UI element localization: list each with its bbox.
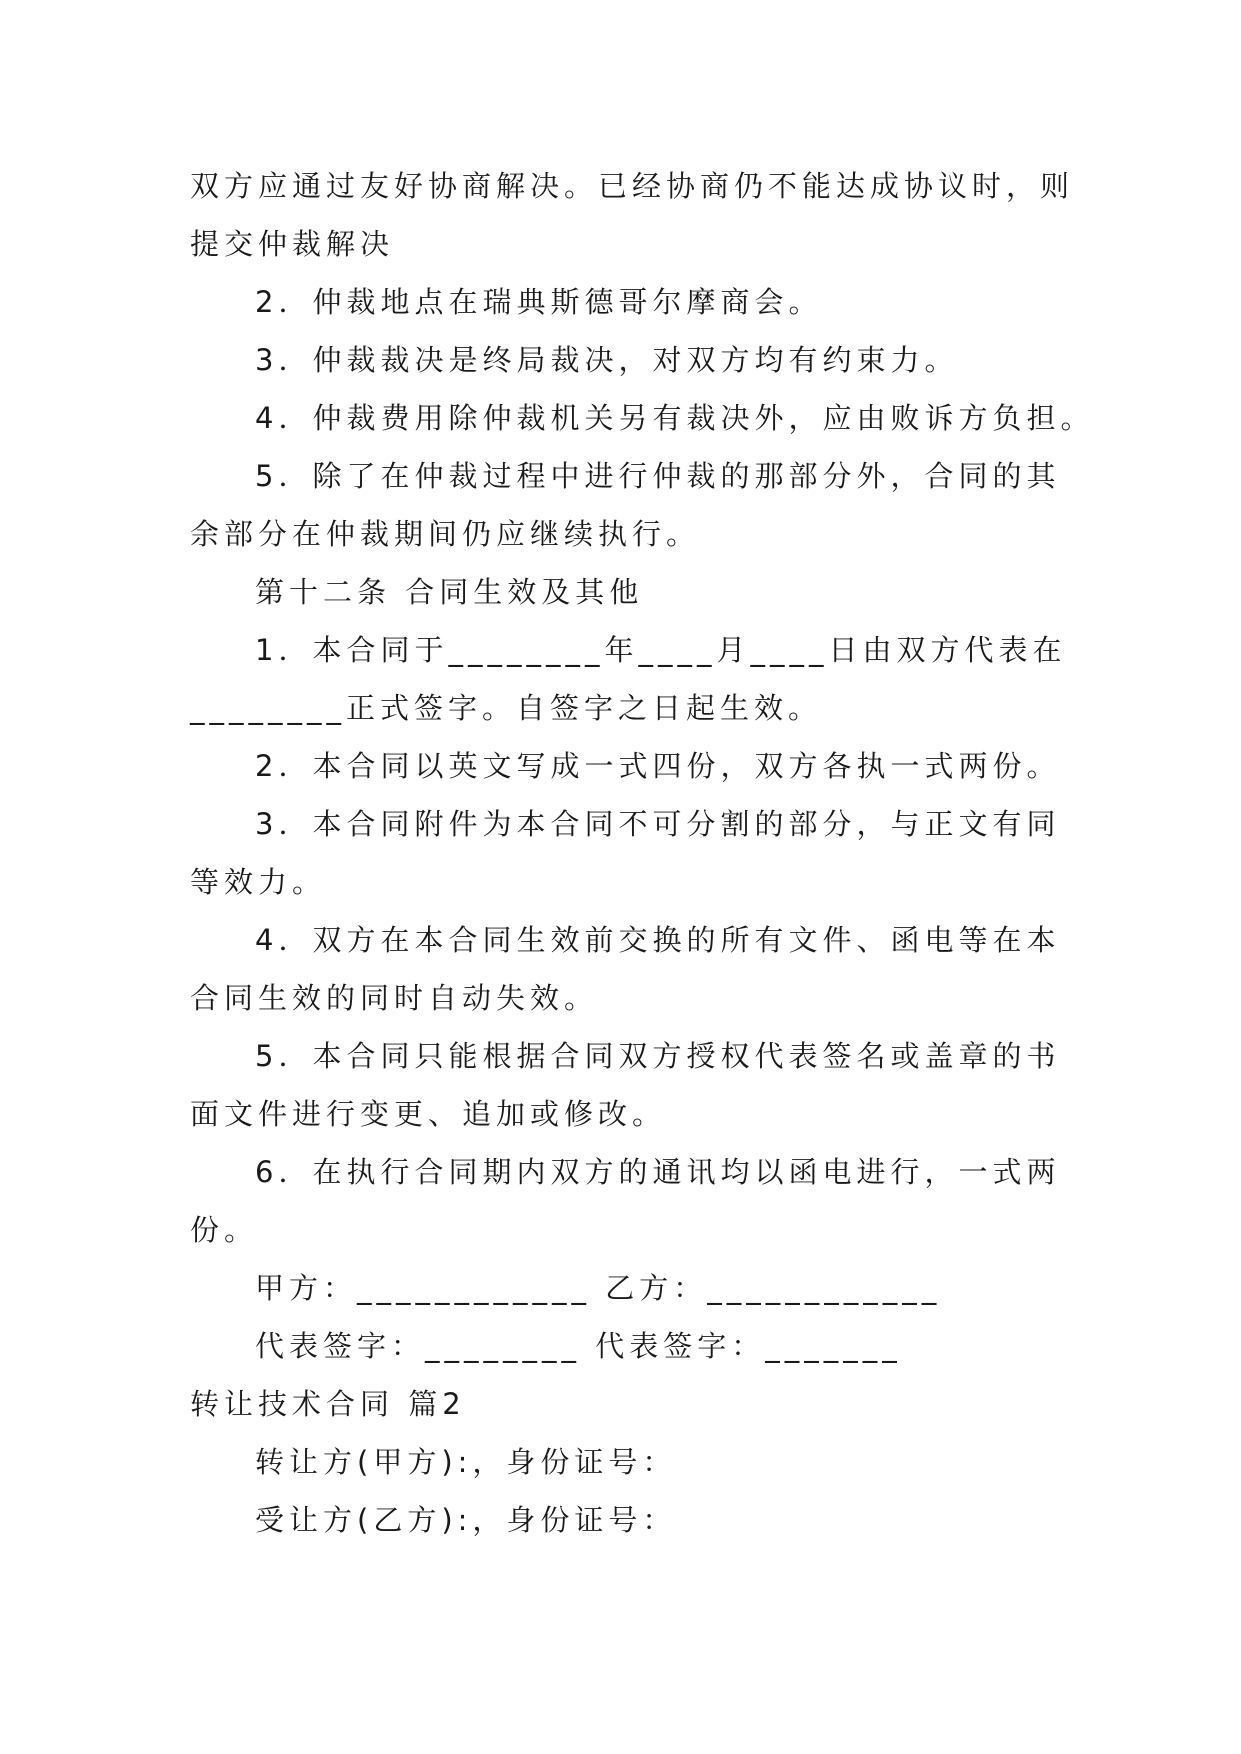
paragraph-line: 面文件进行变更、追加或修改。 <box>190 1097 667 1131</box>
paragraph-line: ________正式签字。自签字之日起生效。 <box>190 691 823 725</box>
document-title: 转让技术合同 篇2 <box>190 1387 466 1421</box>
clause-item: 4．仲裁费用除仲裁机关另有裁决外，应由败诉方负担。 <box>255 401 1095 435</box>
clause-item: 5．本合同只能根据合同双方授权代表签名或盖章的书 <box>255 1039 1061 1073</box>
transferee-line: 受让方(乙方):，身份证号： <box>255 1503 677 1537</box>
clause-item: 6．在执行合同期内双方的通讯均以函电进行，一式两 <box>255 1155 1061 1189</box>
signature-representative-line: 代表签字：________ 代表签字：_______ <box>255 1329 902 1363</box>
signature-party-line: 甲方：____________ 乙方：____________ <box>255 1271 942 1305</box>
paragraph-line: 份。 <box>190 1213 259 1247</box>
paragraph-line: 提交仲裁解决 <box>190 227 395 261</box>
clause-item: 3．仲裁裁决是终局裁决，对双方均有约束力。 <box>255 343 959 377</box>
clause-item: 2．本合同以英文写成一式四份，双方各执一式两份。 <box>255 749 1061 783</box>
paragraph-line: 合同生效的同时自动失效。 <box>190 981 599 1015</box>
paragraph-line: 双方应通过友好协商解决。已经协商仍不能达成协议时，则 <box>190 169 1075 203</box>
clause-item: 5．除了在仲裁过程中进行仲裁的那部分外，合同的其 <box>255 459 1061 493</box>
section-heading: 第十二条 合同生效及其他 <box>255 575 644 609</box>
paragraph-line: 等效力。 <box>190 865 327 899</box>
clause-item: 3．本合同附件为本合同不可分割的部分，与正文有同 <box>255 807 1061 841</box>
paragraph-line: 余部分在仲裁期间仍应继续执行。 <box>190 517 701 551</box>
clause-item: 2．仲裁地点在瑞典斯德哥尔摩商会。 <box>255 285 823 319</box>
clause-item: 4．双方在本合同生效前交换的所有文件、函电等在本 <box>255 923 1061 957</box>
clause-item: 1．本合同于________年____月____日由双方代表在 <box>255 633 1067 667</box>
transferor-line: 转让方(甲方):，身份证号： <box>255 1445 677 1479</box>
